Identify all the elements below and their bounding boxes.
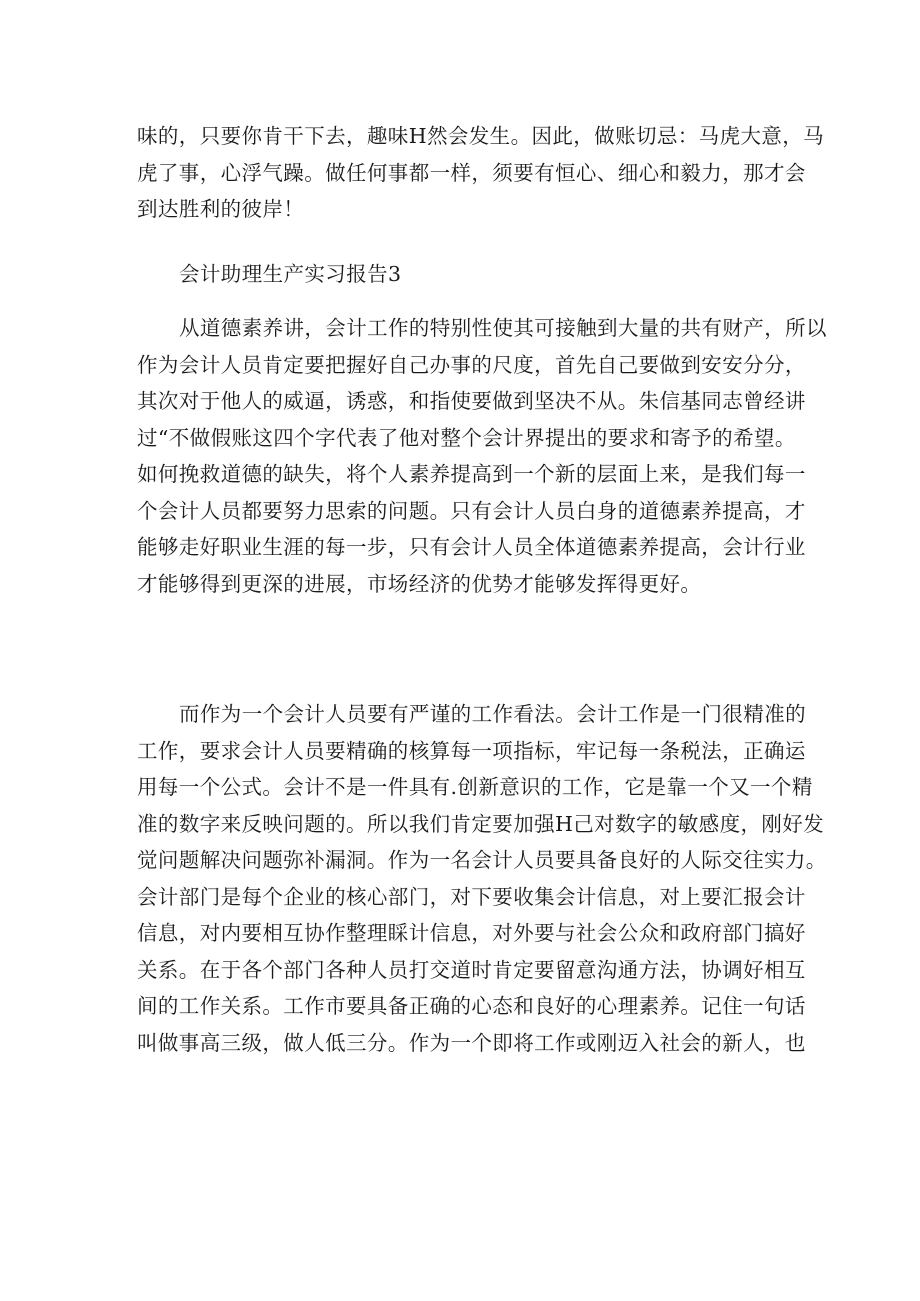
text-line: 用每一个公式。会计不是一件具有.创新意识的工作，它是靠一个又一个精 — [137, 775, 813, 799]
text-line: 而作为一个会计人员要有严谨的工作看法。会计工作是一门很精准的 — [179, 702, 806, 726]
text-line: 能够走好职业生涯的每一步，只有会计人员全体道德素养提高，会计行业 — [137, 535, 806, 559]
text-line: 才能够得到更深的进展，市场经济的优势才能够发挥得更好。 — [137, 571, 702, 596]
text-line: 信息，对内要相互协作整理睬计信息，对外要与社会公众和政府部门搞好 — [137, 921, 806, 945]
text-line: 味的，只要你肯干下去，趣味H然会发生。因此，做账切忌：马虎大意，马 — [137, 124, 825, 148]
text-line: 准的数字来反映问题的。所以我们肯定要加强H己对数字的敏感度，刚好发 — [137, 811, 825, 836]
text-line: 其次对于他人的威逼，诱惑，和指使要做到坚决不从。朱信基同志曾经讲 — [137, 389, 806, 413]
text-line: 从道德素养讲，会计工作的特别性使其可接触到大量的共有财产，所以 — [179, 316, 827, 340]
text-line: 虎了事，心浮气躁。做任何事都一样，须要有恒心、细心和毅力，那才会 — [137, 160, 806, 185]
text-line: 觉问题解决问题弥补漏洞。作为一名会计人员要具备良好的人际交往实力。 — [137, 848, 827, 872]
heading-text: 会计助理生产实习报告3 — [179, 262, 402, 286]
text-line: 间的工作关系。工作市要具备正确的心态和良好的心理素养。记住一句话 — [137, 994, 806, 1018]
section-heading — [137, 256, 787, 293]
text-line: 到达胜利的彼岸！ — [137, 197, 305, 221]
paragraph-continuation — [137, 118, 825, 228]
text-line: 叫做事高三级，做人低三分。作为一个即将工作或刚迈入社会的新人，也 — [137, 1030, 806, 1055]
text-line: 如何挽救道德的缺失，将个人素养提高到一个新的层面上来，是我们每一 — [137, 462, 806, 486]
text-line: 个会计人员都要努力思索的问题。只有会计人员白身的道德素养提高，才 — [137, 498, 806, 523]
text-line: 会计部门是每个企业的核心部门，对下要收集会计信息，对上要汇报会计 — [137, 884, 806, 909]
paragraph-moral-quality — [137, 310, 827, 602]
text-line: 过“不做假账这四个字代表了他对整个会计界提出的要求和寄予的希望。 — [137, 425, 796, 450]
text-line: 作为会计人员肯定要把握好自己办事的尺度，首先自己要做到安安分分， — [137, 352, 806, 377]
paragraph-work-attitude — [137, 696, 827, 1061]
text-line: 工作，要求会计人员要精确的核算每一项指标，牢记每一条税法，正确运 — [137, 738, 806, 763]
text-line: 关系。在于各个部门各种人员打交道时肯定要留意沟通方法，协调好相互 — [137, 957, 806, 982]
